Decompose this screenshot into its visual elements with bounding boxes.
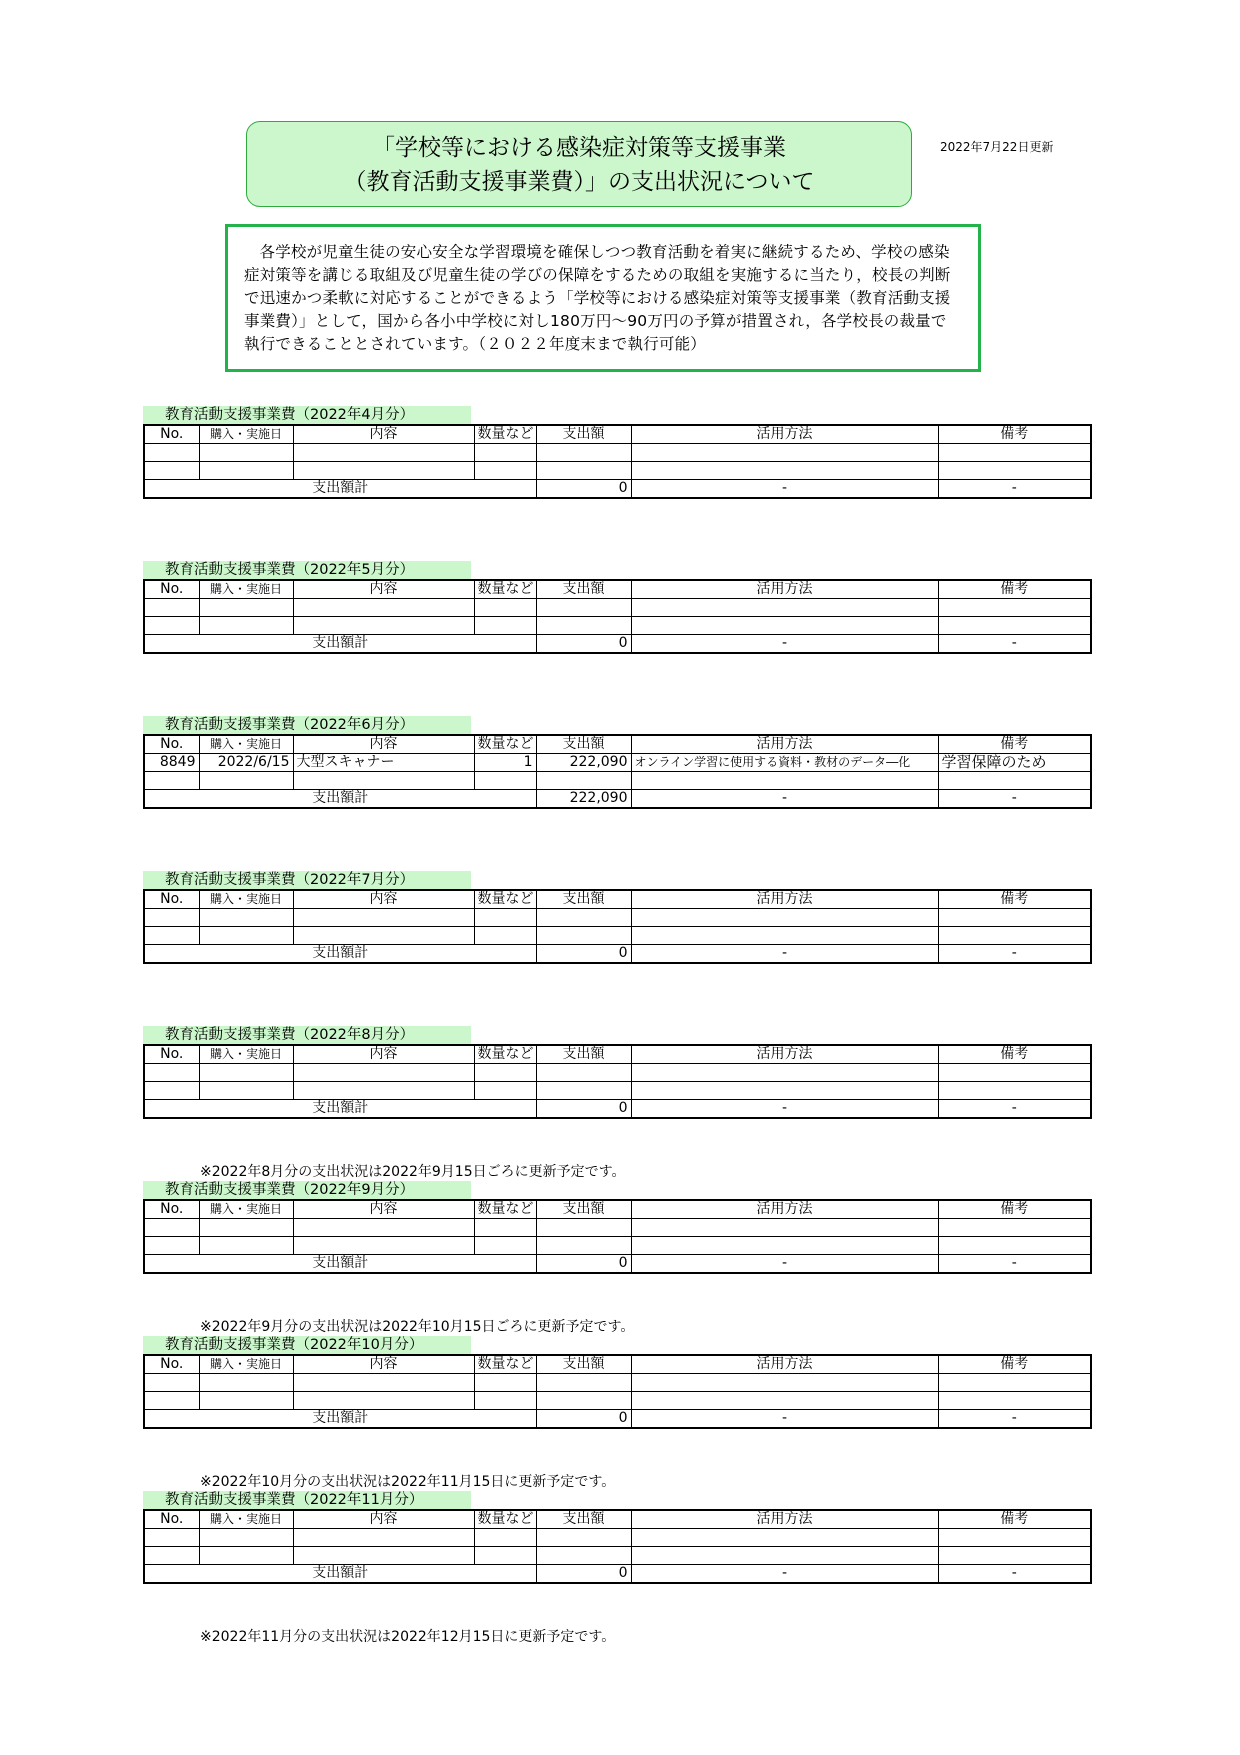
total-amount: 0 — [536, 1100, 631, 1119]
total-row — [144, 1100, 1091, 1119]
cell-amount — [536, 772, 631, 790]
update-note: ※2022年8月分の支出状況は2022年9月15日ごろに更新予定です。 — [200, 1164, 626, 1180]
cell-remarks — [938, 1374, 1091, 1392]
expenditure-table — [143, 889, 1092, 964]
cell-remarks — [938, 1547, 1091, 1565]
section-title: 教育活動支援事業費（2022年9月分） — [143, 1181, 471, 1199]
table-row — [144, 1237, 1091, 1255]
table-row — [144, 772, 1091, 790]
column-header-quantity: 数量など — [474, 1200, 536, 1219]
cell-quantity — [474, 1064, 536, 1082]
table-header-row — [144, 580, 1091, 599]
cell-content — [293, 444, 474, 462]
column-header-usage: 活用方法 — [631, 890, 938, 909]
total-usage: - — [631, 790, 938, 809]
cell-remarks: 学習保障のため — [938, 754, 1091, 772]
total-label: 支出額計 — [144, 1100, 536, 1119]
section-title: 教育活動支援事業費（2022年11月分） — [143, 1491, 471, 1509]
cell-remarks — [938, 909, 1091, 927]
total-usage: - — [631, 480, 938, 499]
expenditure-table — [143, 424, 1092, 499]
cell-date — [199, 1237, 293, 1255]
total-remarks: - — [938, 1255, 1091, 1274]
column-header-date: 購入・実施日 — [199, 1045, 293, 1064]
update-date: 2022年7月22日更新 — [940, 140, 1054, 154]
cell-amount — [536, 599, 631, 617]
column-header-remarks: 備考 — [938, 1510, 1091, 1529]
column-header-amount: 支出額 — [536, 425, 631, 444]
cell-quantity — [474, 1237, 536, 1255]
column-header-amount: 支出額 — [536, 1045, 631, 1064]
table-row — [144, 1392, 1091, 1410]
update-note: ※2022年9月分の支出状況は2022年10月15日ごろに更新予定です。 — [200, 1319, 635, 1335]
table-row — [144, 1374, 1091, 1392]
cell-amount — [536, 617, 631, 635]
column-header-date: 購入・実施日 — [199, 735, 293, 754]
cell-usage — [631, 444, 938, 462]
cell-date — [199, 617, 293, 635]
total-row — [144, 1255, 1091, 1274]
cell-no — [144, 1064, 199, 1082]
cell-usage — [631, 1082, 938, 1100]
column-header-amount: 支出額 — [536, 890, 631, 909]
cell-content — [293, 772, 474, 790]
table-header-row — [144, 735, 1091, 754]
cell-no — [144, 617, 199, 635]
column-header-no: No. — [144, 1200, 199, 1219]
page-title-line1: 「学校等における感染症対策等支援事業 — [372, 135, 786, 161]
total-remarks: - — [938, 945, 1091, 964]
cell-content — [293, 599, 474, 617]
column-header-usage: 活用方法 — [631, 425, 938, 444]
table-row — [144, 462, 1091, 480]
cell-usage — [631, 1064, 938, 1082]
cell-content — [293, 1219, 474, 1237]
cell-usage — [631, 772, 938, 790]
cell-quantity — [474, 1392, 536, 1410]
total-amount: 0 — [536, 1565, 631, 1584]
cell-date — [199, 599, 293, 617]
column-header-amount: 支出額 — [536, 1510, 631, 1529]
cell-amount — [536, 1374, 631, 1392]
total-label: 支出額計 — [144, 635, 536, 654]
cell-date — [199, 462, 293, 480]
column-header-usage: 活用方法 — [631, 1200, 938, 1219]
cell-content — [293, 462, 474, 480]
column-header-content: 内容 — [293, 425, 474, 444]
total-amount: 0 — [536, 1410, 631, 1429]
cell-remarks — [938, 599, 1091, 617]
column-header-content: 内容 — [293, 1200, 474, 1219]
column-header-quantity: 数量など — [474, 425, 536, 444]
column-header-date: 購入・実施日 — [199, 890, 293, 909]
total-label: 支出額計 — [144, 790, 536, 809]
cell-usage — [631, 617, 938, 635]
cell-amount — [536, 1064, 631, 1082]
column-header-remarks: 備考 — [938, 425, 1091, 444]
column-header-remarks: 備考 — [938, 1045, 1091, 1064]
cell-date — [199, 1219, 293, 1237]
cell-usage — [631, 462, 938, 480]
column-header-content: 内容 — [293, 1510, 474, 1529]
column-header-quantity: 数量など — [474, 1355, 536, 1374]
column-header-remarks: 備考 — [938, 1200, 1091, 1219]
total-remarks: - — [938, 790, 1091, 809]
cell-remarks — [938, 772, 1091, 790]
cell-date — [199, 1374, 293, 1392]
cell-usage — [631, 1237, 938, 1255]
intro-text: 各学校が児童生徒の安心安全な学習環境を確保しつつ教育活動を着実に継続するため、学校の感染症対策等を講じる取組及び児童生徒の学びの保障をするための取組を実施するに当たり，校長の判断で迅速かつ柔軟に対応することができるよう「学校等における感染症対策等支援事業（教育活動支援事業費）」として，国から各小中学校に対し180万円～90万円の予算が措置され，各学校長の裁量で執行できることとされています。（２０２２年度末まで執行可能） — [244, 243, 951, 353]
table-header-row — [144, 1355, 1091, 1374]
page-title-line2: （教育活動支援事業費）」の支出状況について — [343, 169, 815, 195]
column-header-no: No. — [144, 890, 199, 909]
cell-content — [293, 1392, 474, 1410]
column-header-content: 内容 — [293, 580, 474, 599]
cell-content — [293, 1374, 474, 1392]
cell-quantity — [474, 1374, 536, 1392]
total-amount: 0 — [536, 1255, 631, 1274]
table-row — [144, 1064, 1091, 1082]
table-header-row — [144, 425, 1091, 444]
expenditure-table — [143, 1199, 1092, 1274]
cell-remarks — [938, 927, 1091, 945]
table-row — [144, 1547, 1091, 1565]
column-header-no: No. — [144, 1510, 199, 1529]
total-label: 支出額計 — [144, 945, 536, 964]
section-title: 教育活動支援事業費（2022年10月分） — [143, 1336, 471, 1354]
cell-no — [144, 1529, 199, 1547]
cell-date — [199, 1529, 293, 1547]
table-header-row — [144, 1200, 1091, 1219]
cell-quantity — [474, 1547, 536, 1565]
cell-no — [144, 1219, 199, 1237]
table-row — [144, 599, 1091, 617]
cell-quantity — [474, 462, 536, 480]
cell-quantity — [474, 909, 536, 927]
table-row — [144, 909, 1091, 927]
column-header-no: No. — [144, 1355, 199, 1374]
column-header-no: No. — [144, 580, 199, 599]
cell-amount — [536, 1547, 631, 1565]
cell-no: 8849 — [144, 754, 199, 772]
column-header-date: 購入・実施日 — [199, 1355, 293, 1374]
table-row — [144, 754, 1091, 772]
cell-date — [199, 1064, 293, 1082]
cell-remarks — [938, 1064, 1091, 1082]
column-header-date: 購入・実施日 — [199, 1200, 293, 1219]
total-amount: 0 — [536, 635, 631, 654]
total-amount: 222,090 — [536, 790, 631, 809]
total-usage: - — [631, 945, 938, 964]
total-usage: - — [631, 635, 938, 654]
cell-date — [199, 444, 293, 462]
cell-usage — [631, 1529, 938, 1547]
column-header-usage: 活用方法 — [631, 735, 938, 754]
cell-remarks — [938, 1219, 1091, 1237]
table-row — [144, 927, 1091, 945]
column-header-amount: 支出額 — [536, 1355, 631, 1374]
update-note: ※2022年10月分の支出状況は2022年11月15日に更新予定です。 — [200, 1474, 616, 1490]
cell-amount — [536, 1237, 631, 1255]
cell-content — [293, 909, 474, 927]
cell-remarks — [938, 617, 1091, 635]
table-header-row — [144, 1510, 1091, 1529]
total-remarks: - — [938, 1100, 1091, 1119]
total-row — [144, 635, 1091, 654]
table-row — [144, 444, 1091, 462]
column-header-content: 内容 — [293, 1045, 474, 1064]
total-remarks: - — [938, 480, 1091, 499]
cell-remarks — [938, 462, 1091, 480]
cell-date — [199, 927, 293, 945]
total-label: 支出額計 — [144, 480, 536, 499]
cell-amount — [536, 927, 631, 945]
table-row — [144, 1082, 1091, 1100]
cell-quantity — [474, 444, 536, 462]
cell-no — [144, 1237, 199, 1255]
cell-remarks — [938, 444, 1091, 462]
table-row — [144, 1219, 1091, 1237]
cell-amount — [536, 1392, 631, 1410]
total-remarks: - — [938, 1565, 1091, 1584]
cell-date — [199, 1547, 293, 1565]
cell-quantity — [474, 599, 536, 617]
section-title: 教育活動支援事業費（2022年5月分） — [143, 561, 471, 579]
column-header-usage: 活用方法 — [631, 1045, 938, 1064]
section-title: 教育活動支援事業費（2022年8月分） — [143, 1026, 471, 1044]
column-header-usage: 活用方法 — [631, 1355, 938, 1374]
cell-usage — [631, 1392, 938, 1410]
cell-no — [144, 1082, 199, 1100]
cell-no — [144, 599, 199, 617]
cell-usage — [631, 927, 938, 945]
cell-quantity — [474, 1082, 536, 1100]
section-title: 教育活動支援事業費（2022年6月分） — [143, 716, 471, 734]
column-header-remarks: 備考 — [938, 890, 1091, 909]
total-remarks: - — [938, 1410, 1091, 1429]
expenditure-table — [143, 1354, 1092, 1429]
column-header-no: No. — [144, 735, 199, 754]
cell-remarks — [938, 1082, 1091, 1100]
section-title: 教育活動支援事業費（2022年4月分） — [143, 406, 471, 424]
expenditure-table — [143, 734, 1092, 809]
cell-quantity — [474, 617, 536, 635]
cell-usage — [631, 1219, 938, 1237]
cell-content — [293, 1082, 474, 1100]
cell-content — [293, 1547, 474, 1565]
expenditure-table — [143, 1509, 1092, 1584]
cell-content — [293, 1237, 474, 1255]
column-header-quantity: 数量など — [474, 580, 536, 599]
cell-remarks — [938, 1392, 1091, 1410]
column-header-no: No. — [144, 425, 199, 444]
column-header-usage: 活用方法 — [631, 1510, 938, 1529]
cell-no — [144, 1374, 199, 1392]
cell-amount — [536, 462, 631, 480]
cell-no — [144, 1392, 199, 1410]
cell-usage — [631, 909, 938, 927]
cell-no — [144, 444, 199, 462]
column-header-quantity: 数量など — [474, 890, 536, 909]
cell-quantity: 1 — [474, 754, 536, 772]
expenditure-table — [143, 579, 1092, 654]
total-label: 支出額計 — [144, 1565, 536, 1584]
column-header-quantity: 数量など — [474, 735, 536, 754]
cell-date: 2022/6/15 — [199, 754, 293, 772]
total-usage: - — [631, 1100, 938, 1119]
cell-amount — [536, 1082, 631, 1100]
cell-usage — [631, 1547, 938, 1565]
cell-content — [293, 1529, 474, 1547]
title-box — [246, 121, 912, 207]
cell-date — [199, 1082, 293, 1100]
cell-quantity — [474, 1219, 536, 1237]
total-row — [144, 1410, 1091, 1429]
total-label: 支出額計 — [144, 1410, 536, 1429]
intro-box — [225, 224, 981, 372]
total-remarks: - — [938, 635, 1091, 654]
cell-content: 大型スキャナー — [293, 754, 474, 772]
cell-no — [144, 462, 199, 480]
column-header-content: 内容 — [293, 735, 474, 754]
total-usage: - — [631, 1410, 938, 1429]
total-usage: - — [631, 1255, 938, 1274]
column-header-date: 購入・実施日 — [199, 1510, 293, 1529]
cell-no — [144, 909, 199, 927]
column-header-amount: 支出額 — [536, 1200, 631, 1219]
column-header-usage: 活用方法 — [631, 580, 938, 599]
section-title: 教育活動支援事業費（2022年7月分） — [143, 871, 471, 889]
expenditure-table — [143, 1044, 1092, 1119]
column-header-remarks: 備考 — [938, 735, 1091, 754]
table-row — [144, 1529, 1091, 1547]
cell-amount — [536, 1219, 631, 1237]
cell-quantity — [474, 927, 536, 945]
cell-date — [199, 772, 293, 790]
cell-no — [144, 927, 199, 945]
cell-amount: 222,090 — [536, 754, 631, 772]
cell-amount — [536, 1529, 631, 1547]
total-row — [144, 790, 1091, 809]
column-header-quantity: 数量など — [474, 1045, 536, 1064]
cell-remarks — [938, 1529, 1091, 1547]
column-header-amount: 支出額 — [536, 735, 631, 754]
column-header-remarks: 備考 — [938, 580, 1091, 599]
table-header-row — [144, 890, 1091, 909]
column-header-remarks: 備考 — [938, 1355, 1091, 1374]
cell-amount — [536, 444, 631, 462]
cell-content — [293, 927, 474, 945]
cell-date — [199, 1392, 293, 1410]
cell-quantity — [474, 1529, 536, 1547]
total-row — [144, 945, 1091, 964]
cell-amount — [536, 909, 631, 927]
cell-quantity — [474, 772, 536, 790]
cell-content — [293, 1064, 474, 1082]
cell-usage — [631, 1374, 938, 1392]
total-amount: 0 — [536, 480, 631, 499]
update-note: ※2022年11月分の支出状況は2022年12月15日に更新予定です。 — [200, 1629, 616, 1645]
table-row — [144, 617, 1091, 635]
total-row — [144, 1565, 1091, 1584]
cell-no — [144, 772, 199, 790]
cell-usage: オンライン学習に使用する資料・教材のデータ―化 — [631, 754, 938, 772]
column-header-quantity: 数量など — [474, 1510, 536, 1529]
cell-remarks — [938, 1237, 1091, 1255]
cell-date — [199, 909, 293, 927]
total-usage: - — [631, 1565, 938, 1584]
column-header-amount: 支出額 — [536, 580, 631, 599]
total-row — [144, 480, 1091, 499]
cell-content — [293, 617, 474, 635]
table-header-row — [144, 1045, 1091, 1064]
column-header-content: 内容 — [293, 1355, 474, 1374]
total-amount: 0 — [536, 945, 631, 964]
cell-no — [144, 1547, 199, 1565]
column-header-content: 内容 — [293, 890, 474, 909]
total-label: 支出額計 — [144, 1255, 536, 1274]
cell-usage — [631, 599, 938, 617]
column-header-date: 購入・実施日 — [199, 580, 293, 599]
column-header-date: 購入・実施日 — [199, 425, 293, 444]
column-header-no: No. — [144, 1045, 199, 1064]
